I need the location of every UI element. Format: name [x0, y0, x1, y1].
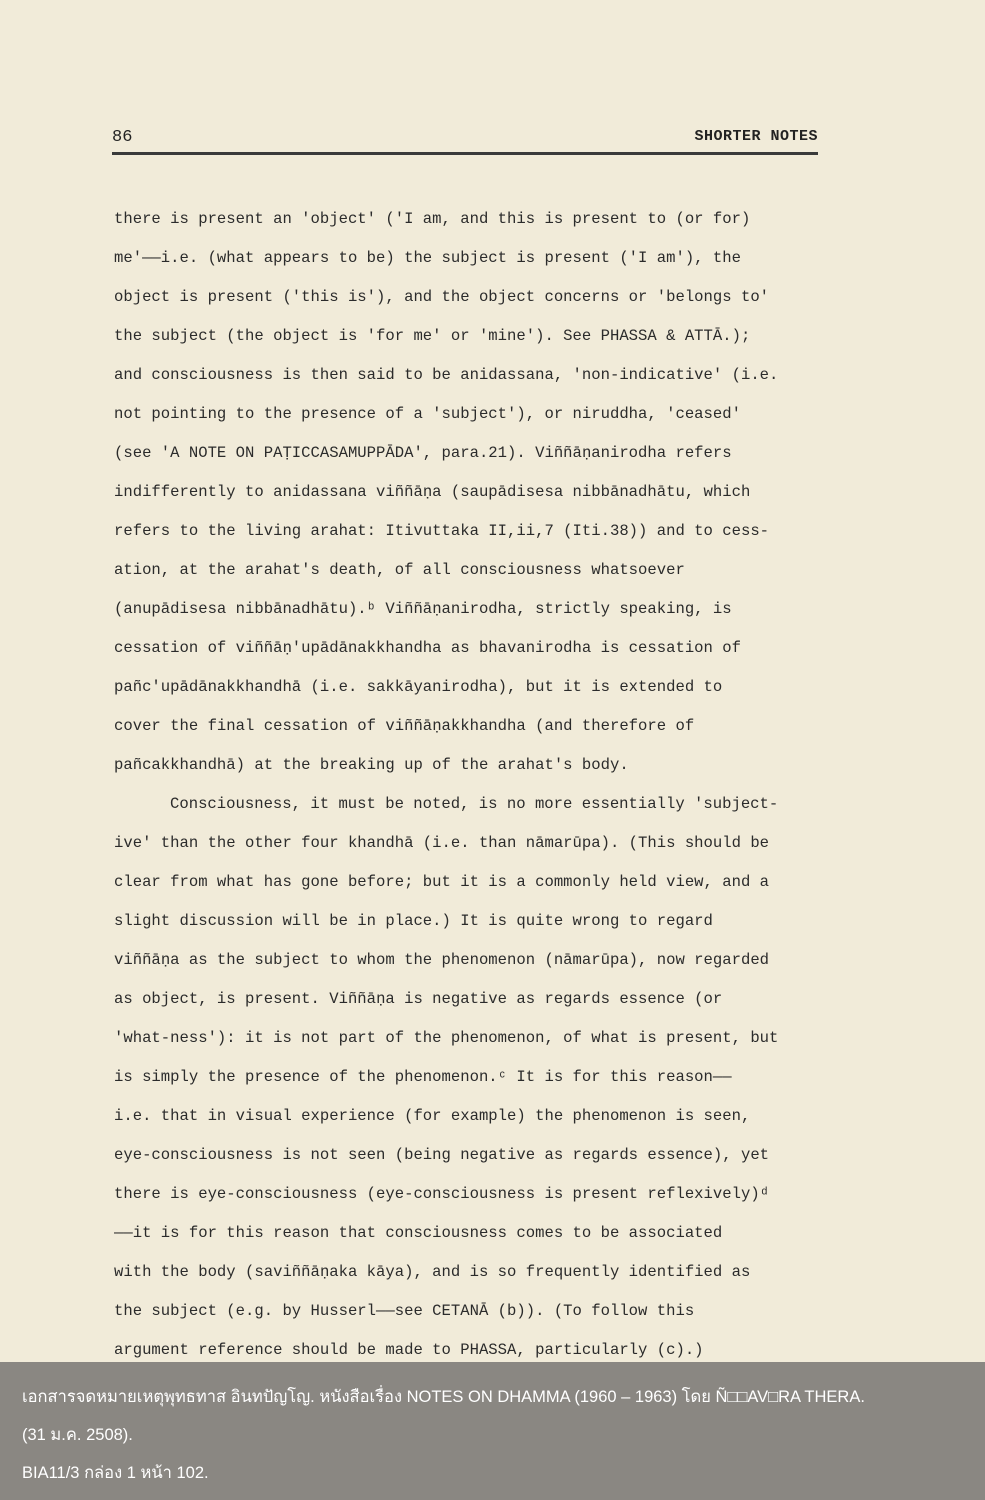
body-text — [114, 200, 834, 1370]
text-line: is simply the presence of the phenomenon.ᶜ It is for this reason—— — [114, 1068, 732, 1086]
archive-caption — [0, 1362, 985, 1500]
text-line: object is present ('this is'), and the object concerns or 'belongs to' — [114, 288, 770, 306]
text-line: clear from what has gone before; but it is a commonly held view, and a — [114, 873, 770, 891]
text-line: cessation of viññāṇ'upādānakkhandha as bhavanirodha is cessation of — [114, 639, 741, 657]
text-line: indifferently to anidassana viññāṇa (saupādisesa nibbānadhātu, which — [114, 483, 751, 501]
text-line: argument reference should be made to PHASSA, particularly (c).) — [114, 1341, 704, 1359]
caption-line-title: เอกสารจดหมายเหตุพุทธทาส อินทปัญโญ. หนังสือเรื่อง NOTES ON DHAMMA (1960 – 1963) โดย Ñ□□AV□RA THERA. — [22, 1388, 865, 1406]
text-line: i.e. that in visual experience (for example) the phenomenon is seen, — [114, 1107, 751, 1125]
text-line: refers to the living arahat: Itivuttaka II,ii,7 (Iti.38)) and to cess- — [114, 522, 770, 540]
running-head: SHORTER NOTES — [694, 128, 818, 145]
text-line: me'——i.e. (what appears to be) the subject is present ('I am'), the — [114, 249, 741, 267]
text-line: there is present an 'object' ('I am, and this is present to (or for) — [114, 210, 751, 228]
text-line: 'what-ness'): it is not part of the phenomenon, of what is present, but — [114, 1029, 779, 1047]
text-line: slight discussion will be in place.) It is quite wrong to regard — [114, 912, 713, 930]
text-line: Consciousness, it must be noted, is no more essentially 'subject- — [170, 795, 779, 813]
text-line: (see 'A NOTE ON PAṬICCASAMUPPĀDA', para.21). Viññāṇanirodha refers — [114, 444, 732, 462]
text-line: and consciousness is then said to be anidassana, 'non-indicative' (i.e. — [114, 366, 779, 384]
text-line: with the body (saviññāṇaka kāya), and is so frequently identified as — [114, 1263, 751, 1281]
text-line: ation, at the arahat's death, of all consciousness whatsoever — [114, 561, 685, 579]
text-line: the subject (e.g. by Husserl——see CETANĀ (b)). (To follow this — [114, 1302, 695, 1320]
text-line: pañc'upādānakkhandhā (i.e. sakkāyanirodha), but it is extended to — [114, 678, 723, 696]
page-number: 86 — [112, 128, 133, 147]
text-line: as object, is present. Viññāṇa is negative as regards essence (or — [114, 990, 723, 1008]
caption-line-reference: BIA11/3 กล่อง 1 หน้า 102. — [22, 1464, 209, 1482]
text-line: (anupādisesa nibbānadhātu).ᵇ Viññāṇanirodha, strictly speaking, is — [114, 600, 732, 618]
text-line: viññāṇa as the subject to whom the phenomenon (nāmarūpa), now regarded — [114, 951, 770, 969]
caption-line-date: (31 ม.ค. 2508). — [22, 1426, 133, 1444]
text-line: eye-consciousness is not seen (being negative as regards essence), yet — [114, 1146, 770, 1164]
text-line: ——it is for this reason that consciousness comes to be associated — [114, 1224, 723, 1242]
text-line: cover the final cessation of viññāṇakkhandha (and therefore of — [114, 717, 695, 735]
text-line: ive' than the other four khandhā (i.e. than nāmarūpa). (This should be — [114, 834, 770, 852]
page-header — [112, 128, 818, 155]
text-line: pañcakkhandhā) at the breaking up of the arahat's body. — [114, 756, 629, 774]
text-line: the subject (the object is 'for me' or 'mine'). See PHASSA & ATTĀ.); — [114, 327, 751, 345]
text-line: there is eye-consciousness (eye-consciousness is present reflexively)ᵈ — [114, 1185, 770, 1203]
text-line: not pointing to the presence of a 'subject'), or niruddha, 'ceased' — [114, 405, 741, 423]
